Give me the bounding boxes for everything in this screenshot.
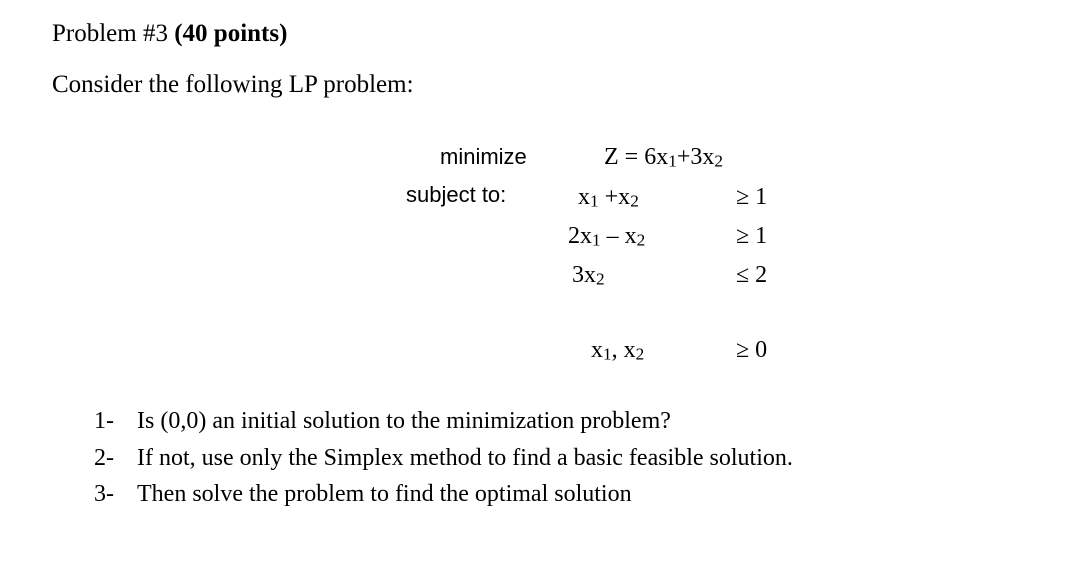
problem-title <box>52 20 287 48</box>
constraint-2-lhs: $2x_1 - x_2$ <box>568 223 646 250</box>
question-list <box>94 408 793 518</box>
question-number: 2- <box>94 444 114 471</box>
question-number: 1- <box>94 408 114 434</box>
nonnegativity-rhs: ≥ 0 <box>736 337 768 363</box>
list-item <box>94 408 793 445</box>
problem-heading: Problem #3 <box>52 20 168 47</box>
problem-points: (40 points) <box>174 20 288 47</box>
constraint-3-rhs: ≤ 2 <box>736 262 768 288</box>
nonnegativity-lhs: $x_1$, $x_2$ <box>591 337 645 364</box>
question-number: 3- <box>94 481 114 507</box>
problem-intro: Consider the following LP problem: <box>52 71 414 98</box>
question-text: Is (0,0) an initial solution to the minimization problem? <box>137 408 671 434</box>
objective-function: $Z = 6x_1+3x_2$ <box>604 144 724 171</box>
objective-label: minimize <box>440 144 527 169</box>
list-item <box>94 445 793 482</box>
constraints-label: subject to: <box>406 182 507 207</box>
constraint-1-rhs: ≥ 1 <box>736 184 768 210</box>
constraint-2-rhs: ≥ 1 <box>736 223 768 249</box>
question-text: Then solve the problem to find the optimal solution <box>137 481 632 507</box>
constraint-3-lhs: $3x_2$ <box>572 262 605 289</box>
list-item <box>94 481 793 518</box>
question-text: If not, use only the Simplex method to find a basic feasible solution. <box>137 444 793 471</box>
constraint-1-lhs: $x_1 +x_2$ <box>578 184 639 211</box>
